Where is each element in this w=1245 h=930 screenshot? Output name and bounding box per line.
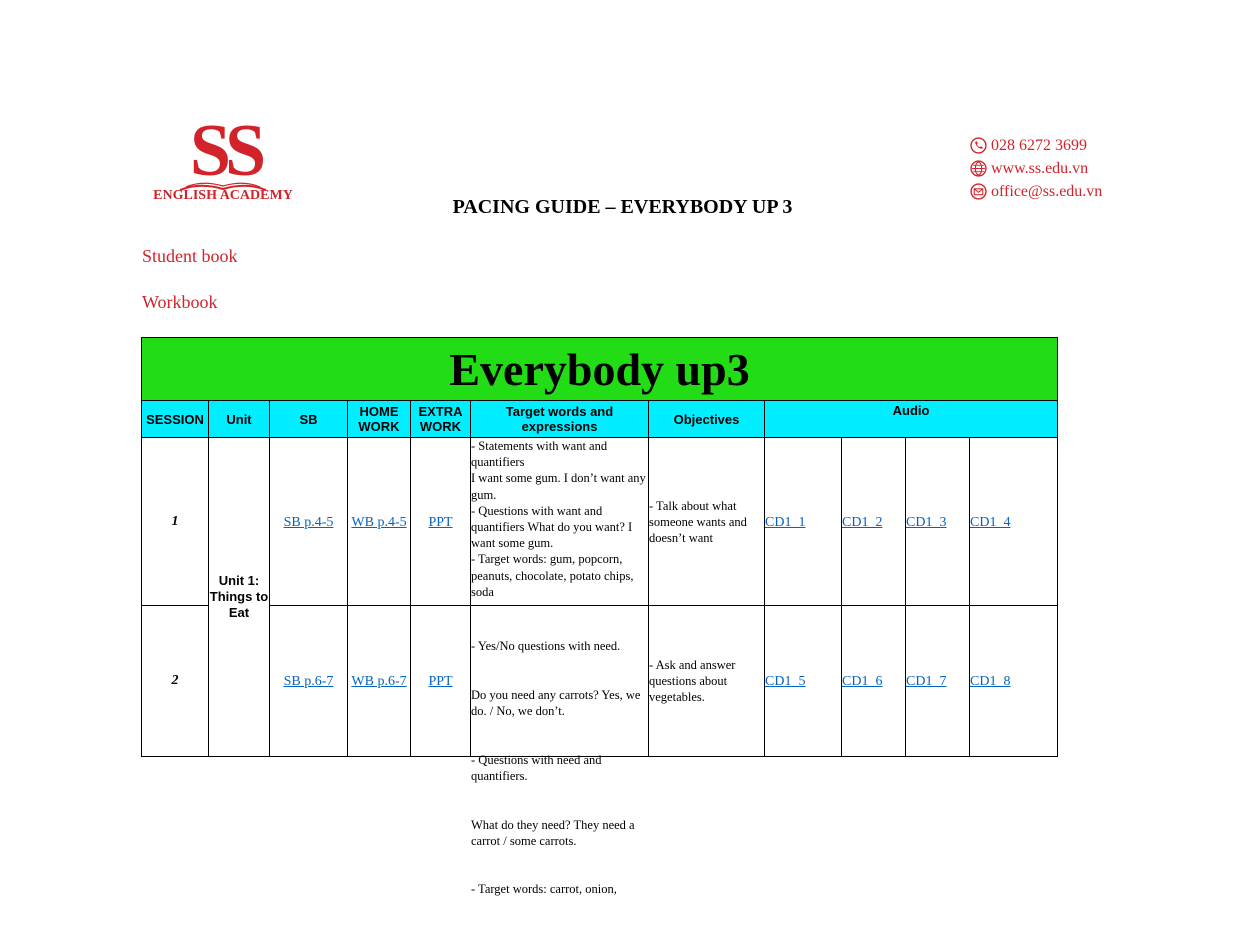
header-homework: HOME WORK [348, 401, 411, 438]
target-line: - Target words: carrot, onion, [471, 882, 617, 897]
header-objectives: Objectives [649, 401, 765, 438]
student-book-link[interactable]: Student book [142, 246, 238, 266]
contact-info [970, 134, 1102, 203]
email-text: office@ss.edu.vn [991, 182, 1103, 200]
objectives: - Ask and answer questions about vegetables. [649, 606, 765, 757]
academy-logo [148, 110, 298, 208]
audio-link[interactable]: CD1_1 [765, 514, 806, 530]
target-words [471, 438, 649, 606]
target-line: What do they need? They need a carrot / some carrots. [471, 817, 638, 848]
header-unit: Unit [209, 401, 270, 438]
audio-link[interactable]: CD1_6 [842, 674, 883, 689]
audio-link[interactable]: CD1_8 [970, 674, 1011, 689]
audio-link[interactable]: CD1_4 [970, 514, 1011, 530]
session-number: 1 [142, 438, 209, 606]
globe-icon [970, 160, 987, 177]
target-line: Do you need any carrots? Yes, we do. / No, we don’t. [471, 688, 644, 719]
audio-link[interactable]: CD1_7 [906, 674, 947, 689]
page-title: PACING GUIDE – EVERYBODY UP 3 [452, 196, 793, 218]
target-line: - Yes/No questions with need. [471, 639, 621, 654]
header-session: SESSION [142, 401, 209, 438]
wb-link[interactable]: WB p.6-7 [351, 674, 407, 689]
contact-phone[interactable] [970, 134, 1102, 157]
header-sb: SB [270, 401, 348, 438]
target-line: - Questions with need and quantifiers. [471, 752, 605, 784]
table-row [142, 606, 1058, 757]
header-target: Target words and expressions [471, 401, 649, 438]
logo-name: ENGLISH ACADEMY [153, 188, 293, 203]
phone-text: 028 6272 3699 [991, 136, 1087, 154]
audio-link[interactable]: CD1_3 [906, 514, 947, 530]
phone-icon [970, 137, 987, 154]
wb-link[interactable]: WB p.4-5 [351, 514, 407, 530]
contact-web[interactable] [970, 157, 1102, 180]
logo-mark: SS [189, 110, 261, 192]
target-words-clip [471, 606, 648, 897]
table-banner: Everybody up3 [142, 338, 1058, 401]
objectives: - Talk about what someone wants and doesn’t want [649, 438, 765, 606]
table-header-row [142, 401, 1058, 438]
target-words [471, 606, 649, 897]
target-line: - Statements with want and quantifiers [471, 439, 611, 470]
unit-name: Unit 1: Things to Eat [209, 438, 270, 757]
audio-link[interactable]: CD1_5 [765, 674, 806, 689]
workbook-link[interactable]: Workbook [142, 292, 218, 312]
pacing-table [141, 337, 1058, 897]
sb-link[interactable]: SB p.6-7 [283, 674, 334, 689]
session-number: 2 [142, 606, 209, 757]
audio-link[interactable]: CD1_2 [842, 514, 883, 530]
ppt-link[interactable]: PPT [428, 514, 453, 530]
table-banner-row [142, 338, 1058, 401]
table-row [142, 438, 1058, 606]
target-line: I want some gum. I don’t want any gum. [471, 471, 649, 502]
ppt-link[interactable]: PPT [428, 674, 453, 689]
sb-link[interactable]: SB p.4-5 [283, 514, 334, 530]
web-text: www.ss.edu.vn [991, 159, 1089, 177]
header-audio: Audio [765, 401, 1058, 438]
target-line: - Questions with want and quantifiers What do you want? I want some gum. [471, 503, 636, 551]
target-line: - Target words: gum, popcorn, peanuts, chocolate, potato chips, soda [471, 552, 637, 599]
header-extrawork: EXTRA WORK [411, 401, 471, 438]
